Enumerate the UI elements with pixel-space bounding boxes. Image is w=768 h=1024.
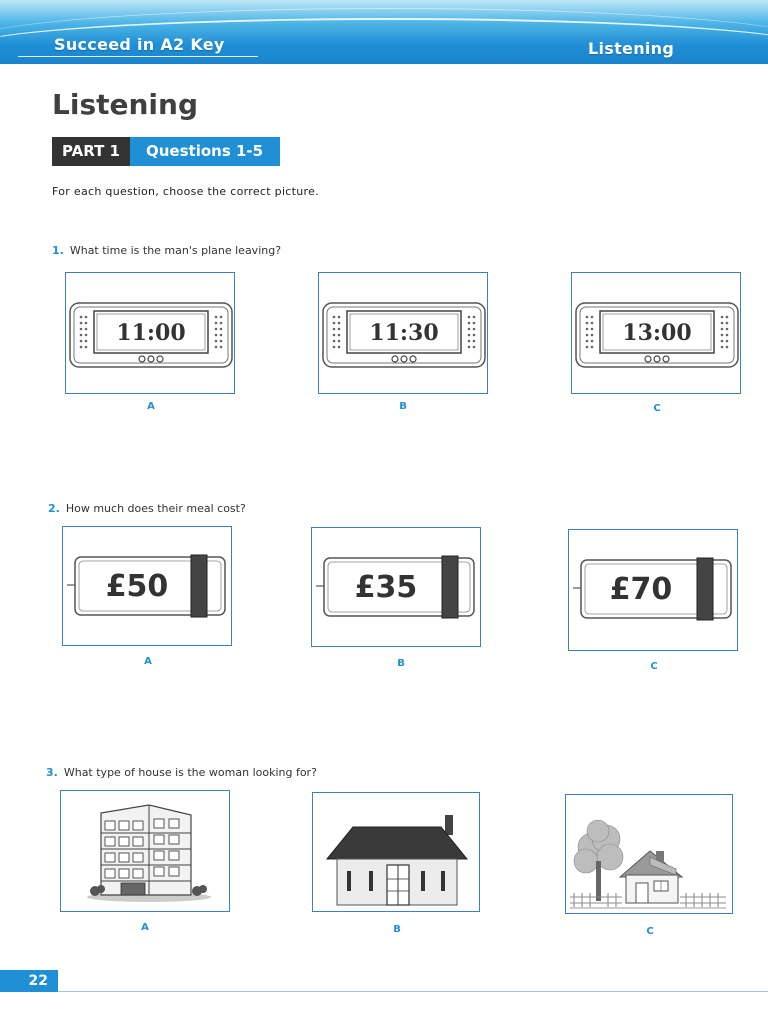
- option-letter: B: [393, 924, 401, 935]
- price-text: £70: [609, 572, 673, 607]
- option-letter: B: [397, 658, 405, 669]
- question-3-option-c[interactable]: [565, 794, 733, 914]
- digital-clock-icon: [572, 273, 742, 395]
- question-1: [52, 244, 281, 257]
- option-letter: A: [141, 922, 149, 933]
- question-2-option-b[interactable]: [311, 527, 481, 647]
- book-title: Succeed in A2 Key: [54, 35, 225, 54]
- digital-clock-icon: [319, 273, 489, 395]
- footer-rule: [58, 991, 768, 992]
- question-number: 2.: [48, 502, 60, 515]
- question-1-option-b[interactable]: [318, 272, 488, 394]
- clock-time: 11:30: [369, 320, 439, 346]
- option-letter: A: [144, 656, 152, 667]
- option-letter: C: [650, 661, 658, 672]
- option-letter: A: [147, 401, 155, 412]
- part-label: PART 1: [52, 137, 130, 166]
- question-3-option-a[interactable]: [60, 790, 230, 912]
- question-1-option-c[interactable]: [571, 272, 741, 394]
- price-tag-icon: [312, 528, 482, 648]
- question-3: [46, 766, 317, 779]
- question-text: What time is the man's plane leaving?: [69, 244, 282, 257]
- digital-clock-icon: [66, 273, 236, 395]
- page-title: Listening: [52, 88, 198, 121]
- question-2-option-a[interactable]: [62, 526, 232, 646]
- question-2-option-c[interactable]: [568, 529, 738, 651]
- option-letter: C: [646, 926, 654, 937]
- question-number: 1.: [52, 244, 64, 257]
- question-1-option-a[interactable]: [65, 272, 235, 394]
- page-number: 22: [0, 970, 58, 992]
- cottage-with-tree-icon: [566, 795, 734, 915]
- question-number: 3.: [46, 766, 58, 779]
- clock-time: 11:00: [116, 320, 186, 346]
- option-letter: B: [399, 401, 407, 412]
- question-text: How much does their meal cost?: [65, 502, 246, 515]
- question-3-option-b[interactable]: [312, 792, 480, 912]
- question-2: [48, 502, 246, 515]
- instruction-text: For each question, choose the correct picture.: [52, 185, 319, 198]
- price-text: £50: [105, 569, 169, 604]
- part-questions: Questions 1-5: [130, 137, 280, 166]
- apartment-building-icon: [61, 791, 231, 913]
- price-text: £35: [354, 570, 418, 605]
- option-letter: C: [653, 403, 661, 414]
- header-banner: [0, 0, 768, 64]
- clock-time: 13:00: [622, 320, 692, 346]
- question-text: What type of house is the woman looking for?: [63, 766, 317, 779]
- part-heading: [52, 137, 280, 166]
- price-tag-icon: [569, 530, 739, 652]
- book-title-underline: [18, 56, 258, 57]
- bungalow-house-icon: [313, 793, 481, 913]
- price-tag-icon: [63, 527, 233, 647]
- section-title: Listening: [588, 39, 675, 58]
